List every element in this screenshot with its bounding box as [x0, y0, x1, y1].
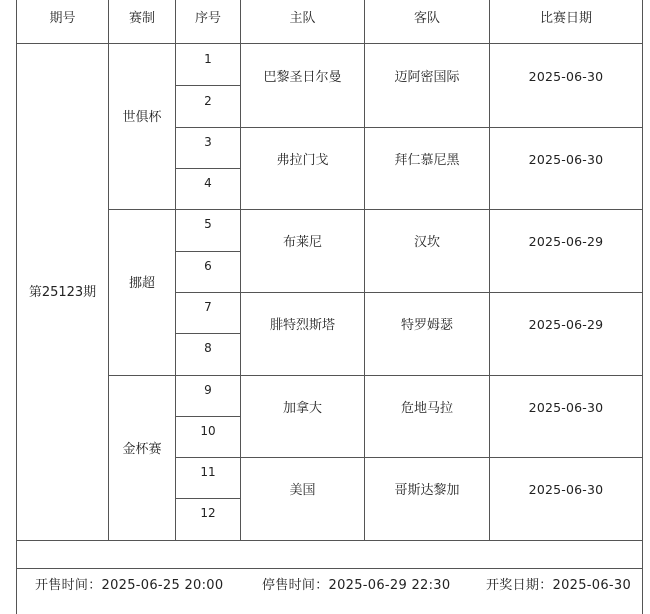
competition-world-club-cup: 世俱杯 — [122, 110, 162, 125]
serial-number: 7 — [204, 300, 212, 314]
period-number: 第25123期 — [28, 284, 97, 300]
match-date: 2025-06-30 — [528, 68, 604, 84]
away-team: 哥斯达黎加 — [394, 482, 460, 498]
away-team: 汉坎 — [413, 234, 440, 250]
header-period: 期号 — [49, 10, 76, 26]
match-date: 2025-06-30 — [528, 481, 604, 497]
competition-gold-cup: 金杯赛 — [122, 442, 162, 457]
draw-date: 开奖日期：2025-06-30 — [486, 577, 632, 593]
header-home-team: 主队 — [289, 10, 316, 26]
serial-number: 6 — [204, 259, 212, 273]
home-team: 弗拉门戈 — [276, 152, 329, 168]
away-team: 拜仁慕尼黑 — [394, 152, 460, 168]
serial-number: 2 — [204, 94, 212, 108]
header-competition: 赛制 — [128, 10, 155, 26]
away-team: 迈阿密国际 — [394, 69, 460, 85]
serial-number: 4 — [204, 176, 212, 190]
match-date: 2025-06-30 — [528, 399, 604, 415]
match-date: 2025-06-29 — [528, 316, 604, 332]
away-team: 危地马拉 — [400, 400, 453, 416]
home-team: 美国 — [289, 482, 316, 498]
match-date: 2025-06-30 — [528, 151, 604, 167]
home-team: 腓特烈斯塔 — [269, 317, 335, 333]
serial-number: 11 — [200, 465, 216, 479]
serial-number: 5 — [204, 217, 212, 231]
serial-number: 12 — [200, 506, 216, 520]
serial-number: 3 — [204, 135, 212, 149]
home-team: 巴黎圣日尔曼 — [263, 69, 342, 85]
sale-stop-time: 停售时间：2025-06-29 22:30 — [262, 577, 451, 593]
serial-number: 1 — [204, 52, 212, 66]
sale-start-time: 开售时间：2025-06-25 20:00 — [35, 577, 224, 593]
home-team: 布莱尼 — [282, 234, 322, 250]
header-match-date: 比赛日期 — [539, 10, 592, 26]
serial-number: 8 — [204, 341, 212, 355]
header-away-team: 客队 — [413, 10, 440, 26]
competition-norway-league: 挪超 — [128, 276, 155, 291]
match-date: 2025-06-29 — [528, 233, 604, 249]
serial-number: 10 — [200, 424, 216, 438]
header-serial: 序号 — [194, 10, 221, 26]
home-team: 加拿大 — [282, 400, 322, 416]
away-team: 特罗姆瑟 — [400, 317, 453, 333]
serial-number: 9 — [204, 383, 212, 397]
